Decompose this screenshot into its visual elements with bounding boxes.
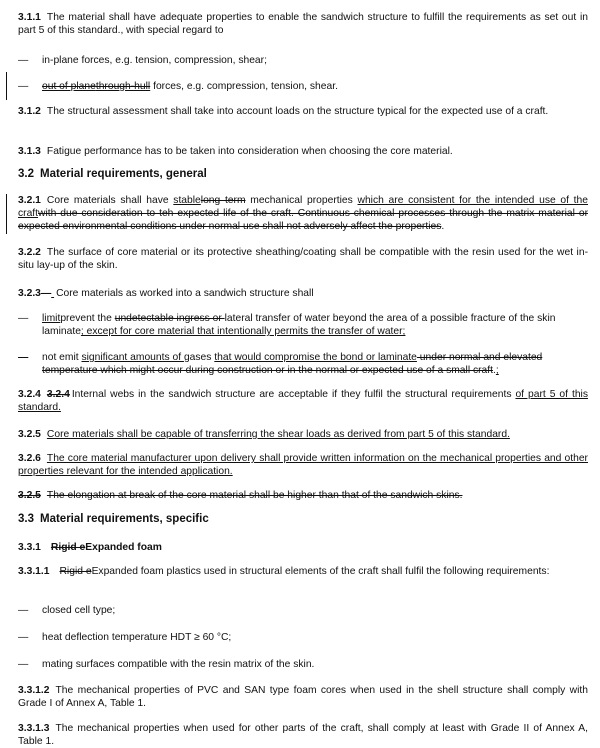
list-dash: — (18, 605, 29, 616)
deleted-text: with due consideration to teh expected life of the craft. Continuous chemical processes through the matrix material or expected environmental conditions under normal use shall not adversely affect the properties (18, 208, 588, 232)
clause-text: . (441, 221, 445, 232)
clause-3-2-5-deleted (18, 489, 588, 502)
clause-number: 3.2.5 (18, 490, 41, 501)
clause-number: 3.1.2 (18, 106, 41, 117)
clause-number: 3.2.3 (18, 288, 41, 299)
section-heading-3-3 (18, 513, 588, 526)
inserted-text: stable (173, 195, 201, 206)
list-dash: — (18, 313, 29, 324)
deleted-text: out of plane (42, 81, 96, 92)
deleted-text: under normal and elevated temperature which might occur during construction or in the normal or expected use of a small craft (42, 352, 543, 376)
clause-3-1-3 (18, 145, 588, 158)
clause-text: The surface of core material or its protective sheathing/coating shall be compatible with the resin used for the wet in-situ lay-up of the skin. (18, 247, 588, 271)
clause-number: 3.2.4 (18, 389, 41, 400)
clause-text: Core materials as worked into a sandwich structure shall (56, 288, 314, 299)
clause-3-2-4 (18, 388, 588, 414)
list-item (18, 351, 588, 377)
clause-3-2-2 (18, 246, 588, 272)
section-title: Material requirements, specific (40, 513, 209, 525)
deleted-text: through-hull (95, 81, 151, 92)
section-heading-3-2 (18, 168, 588, 181)
subsection-heading-3-3-1 (18, 541, 588, 554)
list-dash: — (18, 632, 29, 643)
section-number: 3.3 (18, 513, 34, 525)
change-bar (6, 194, 7, 234)
deleted-text: Rigid e (59, 566, 92, 577)
inserted-text (51, 288, 54, 299)
deleted-text: The elongation at break of the core material shall be higher than that of the sandwich skins. (46, 490, 463, 501)
deleted-text: Rigid e (50, 542, 86, 553)
clause-number: 3.3.1 (18, 542, 41, 553)
list-text: gases (183, 352, 215, 363)
list-item (18, 312, 588, 338)
change-bar (6, 72, 7, 100)
clause-number: 3.3.1.3 (18, 723, 50, 734)
deleted-text: undetectable ingress or (114, 313, 225, 324)
clause-text: mechanical properties (245, 195, 358, 206)
list-text: the (94, 313, 115, 324)
list-dash: — (18, 55, 29, 66)
inserted-text: of part 5 of this standard. (18, 389, 588, 413)
clause-text: The material shall have adequate properties to enable the sandwich structure to fulfill the requirements as set out in part 5 of this standard., with special regard to (18, 12, 588, 36)
clause-3-1-2 (18, 105, 588, 118)
clause-3-2-6 (18, 452, 588, 478)
clause-number: 3.2.1 (18, 195, 41, 206)
list-text: mating surfaces compatible with the resin matrix of the skin. (42, 659, 315, 670)
list-text: lateral transfer of water beyond the area of a possible fracture of the skin laminate (42, 313, 556, 337)
list-text: in-plane forces, e.g. tension, compression, shear; (42, 55, 267, 66)
clause-3-3-1-3 (18, 722, 588, 748)
clause-text: The structural assessment shall take into account loads on the structure typical for the expected use of a craft. (46, 106, 549, 117)
subsection-title: Expanded foam (85, 542, 162, 553)
section-number: 3.2 (18, 168, 34, 180)
inserted-text: ; except for core material that intentionally permits the transfer of water; (80, 326, 406, 337)
list-item (18, 658, 588, 671)
clause-3-3-1-1 (18, 565, 588, 578)
list-dash: — (18, 81, 29, 92)
inserted-text: Core materials shall be capable of transferring the shear loads as derived from part 5 of this standard. (46, 429, 510, 440)
clause-text: Core materials shall have (46, 195, 174, 206)
clause-text: The mechanical properties of PVC and SAN type foam cores when used in the shell structure shall comply with Grade I of Annex A, Table 1. (18, 685, 588, 709)
inserted-text: that would compromise the bond or laminate (214, 352, 417, 363)
clause-number: 3.1.3 (18, 146, 41, 157)
inserted-text: which are consistent for the intended use of the craft (18, 195, 588, 219)
clause-text: Fatigue performance has to be taken into consideration when choosing the core material. (46, 146, 453, 157)
list-item (18, 631, 588, 644)
clause-number: 3.2.6 (18, 453, 41, 464)
list-item (18, 54, 588, 67)
clause-3-2-3 (18, 287, 588, 300)
clause-number: 3.2.2 (18, 247, 41, 258)
clause-number: 3.3.1.1 (18, 566, 50, 577)
deleted-text: — (40, 288, 52, 299)
clause-3-3-1-2 (18, 684, 588, 710)
list-text: heat deflection temperature HDT ≥ 60 °C; (42, 632, 232, 643)
list-text: prevent (60, 313, 95, 324)
inserted-text: limit (42, 313, 61, 324)
section-title: Material requirements, general (40, 168, 207, 180)
clause-text: The mechanical properties when used for other parts of the craft, shall comply at least with Grade II of Annex A, Table 1. (18, 723, 588, 747)
list-item (18, 604, 588, 617)
clause-3-2-1 (18, 194, 588, 233)
inserted-text: The core material manufacturer upon delivery shall provide written information on the mechanical properties and other properties relevant for the intended application. (18, 453, 588, 477)
clause-text: Expanded foam plastics used in structural elements of the craft shall fulfil the following requirements: (91, 566, 550, 577)
clause-number: 3.3.1.2 (18, 685, 50, 696)
inserted-text: significant amounts of (81, 352, 184, 363)
list-item (18, 80, 588, 93)
list-text: not emit (42, 352, 82, 363)
clause-3-2-5-new (18, 428, 588, 441)
deleted-text: long term (200, 195, 246, 206)
clause-number: 3.2.5 (18, 429, 41, 440)
clause-3-1-1 (18, 11, 588, 37)
list-text: . (493, 365, 496, 376)
list-dash: — (18, 659, 29, 670)
clause-number: 3.1.1 (18, 12, 41, 23)
deleted-text: 3.2.4 (46, 389, 70, 400)
list-text: closed cell type; (42, 605, 116, 616)
list-text: forces, e.g. compression, tension, shear. (150, 81, 338, 92)
inserted-text: ; (495, 365, 499, 376)
clause-text: Internal webs in the sandwich structure are acceptable if they fulfil the structural requirements (71, 389, 516, 400)
list-dash: — (18, 352, 29, 363)
